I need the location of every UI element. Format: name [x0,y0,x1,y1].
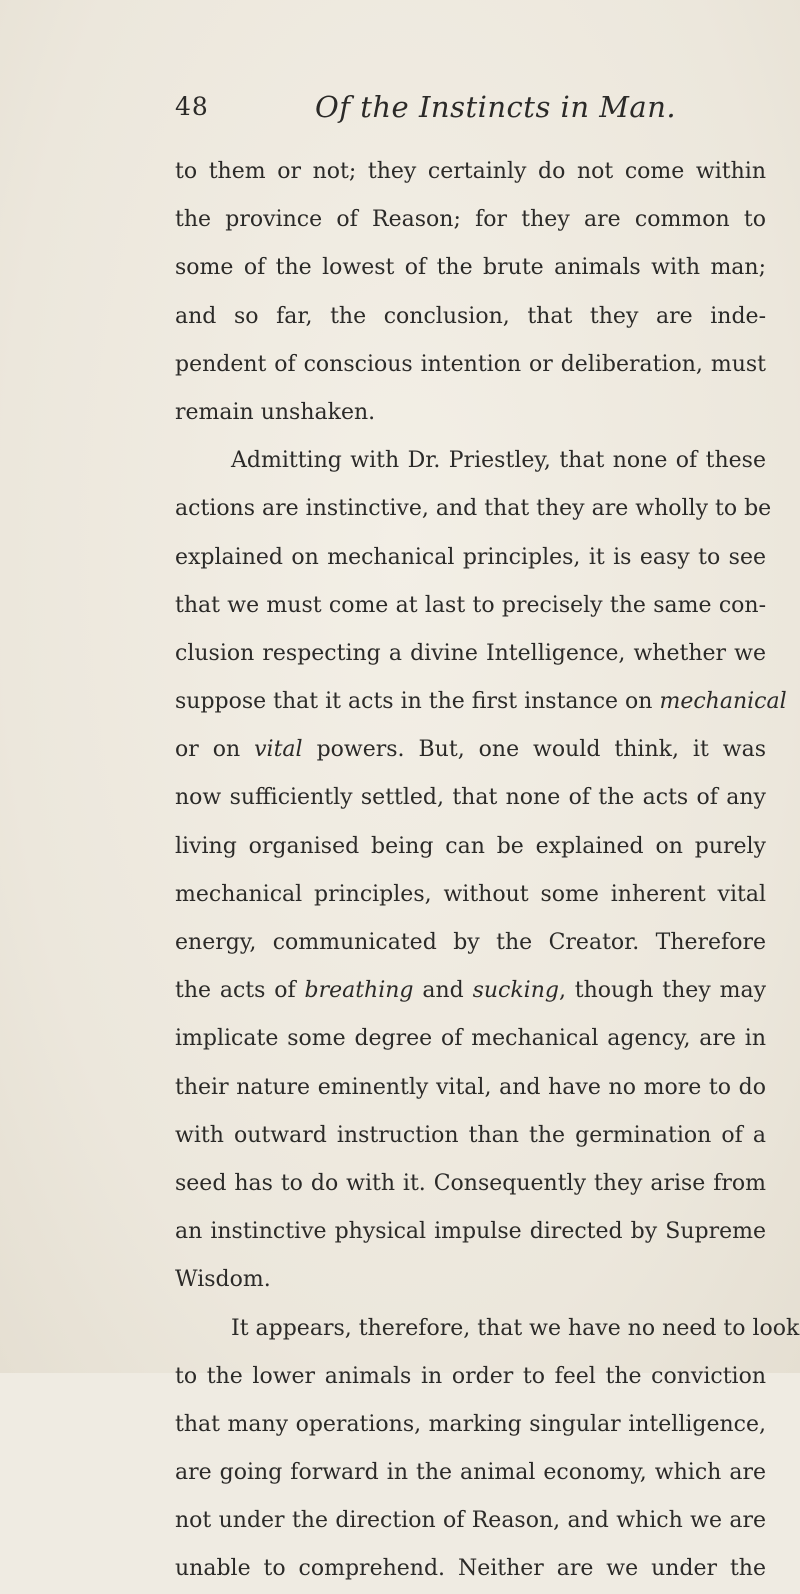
text-line [175,1353,766,1401]
text-segment: pendent of conscious intention or deliberation, must [175,351,766,377]
text-line [175,678,787,726]
text-segment: It appears, therefore, that we have no need to look [231,1315,800,1341]
text-segment: an instinctive physical impulse directed by Supreme [175,1219,766,1245]
text-line [175,1015,766,1063]
text-line [175,967,766,1015]
text-segment: the province of Reason; for they are common to [175,207,766,233]
text-line [175,437,766,485]
text-segment: the acts of [175,978,305,1004]
text-segment: that many operations, marking singular intelligence, [175,1411,766,1437]
text-line [175,196,766,244]
text-segment: Admitting with Dr. Priestley, that none of these [231,448,766,474]
italic-word: sucking [472,978,559,1004]
text-segment: explained on mechanical principles, it is easy to see [175,544,766,570]
text-segment: actions are instinctive, and that they are wholly to be [175,496,772,522]
text-segment: to the lower animals in order to feel the conviction [175,1363,766,1389]
text-line [175,919,766,967]
text-line [175,823,766,871]
text-segment: or on [175,737,255,763]
text-segment: energy, communicated by the Creator. Therefore [175,930,766,955]
text-segment: some of the lowest of the brute animals with man; [175,255,766,281]
text-line [175,1112,766,1160]
text-segment: and so far, the conclusion, that they are inde- [175,303,766,329]
italic-word: vital [254,737,303,763]
text-line [175,1160,766,1208]
text-line [175,1064,766,1112]
running-title: Of the Instincts in Man. [315,90,677,124]
text-segment: and [413,978,473,1004]
text-line [175,1401,766,1449]
text-line [175,1256,766,1304]
text-line [175,293,766,341]
text-line [175,148,766,196]
text-segment: are going forward in the animal economy, which are [175,1460,766,1486]
text-segment: implicate some degree of mechanical agency, are in [175,1026,766,1052]
text-line [175,1449,766,1497]
text-segment: seed has to do with it. Consequently they arise from [175,1170,766,1196]
text-line [175,582,766,630]
text-line [175,630,766,678]
text-line [175,871,766,919]
page-header [175,92,735,132]
text-segment: that we must come at last to precisely the same con- [175,592,766,618]
text-line [175,1208,766,1256]
text-segment: Wisdom. [175,1267,271,1293]
text-segment: now sufficiently settled, that none of the acts of any [175,785,766,811]
text-segment: with outward instruction than the germination of a [175,1122,766,1148]
text-segment: remain unshaken. [175,399,376,425]
body-text [175,148,800,1594]
text-line [175,1497,766,1545]
text-line [175,389,766,437]
text-segment: powers. But, one would think, it was [302,737,766,763]
text-segment: to them or not; they certainly do not come within [175,159,766,184]
italic-word: mechanical [659,689,787,715]
text-line [175,244,766,292]
text-segment: , though they may [558,978,766,1004]
text-line [175,1545,766,1593]
text-line [175,534,766,582]
text-line [175,774,766,822]
italic-word: breathing [304,978,414,1004]
text-segment: not under the direction of Reason, and which we are [175,1508,766,1534]
text-line [175,341,766,389]
text-segment: living organised being can be explained on purely [175,833,766,859]
text-segment: clusion respecting a divine Intelligence, whether we [175,640,766,666]
text-line [175,726,766,774]
text-segment: their nature eminently vital, and have no more to do [175,1074,766,1100]
text-segment: unable to comprehend. Neither are we under the [175,1556,766,1582]
text-line [175,485,772,533]
text-line [175,1305,800,1353]
text-segment: mechanical principles, without some inherent vital [175,881,766,907]
text-segment: suppose that it acts in the first instance on [175,689,660,715]
page-number: 48 [175,92,209,121]
